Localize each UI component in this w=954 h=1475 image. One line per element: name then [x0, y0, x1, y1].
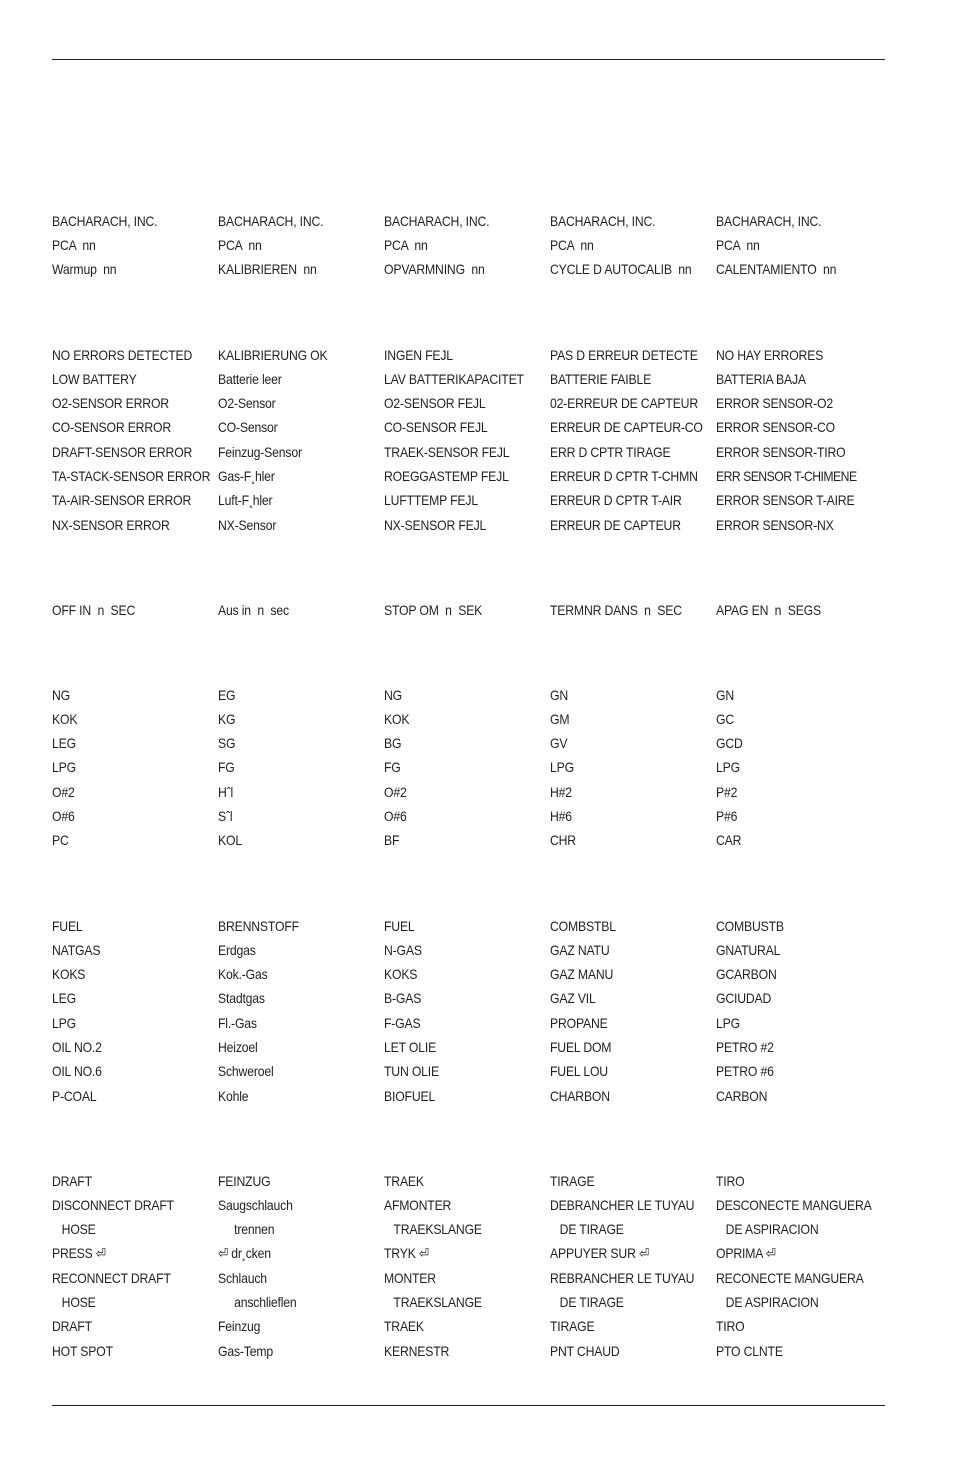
bottom-rule [52, 1405, 885, 1406]
cell-english: KOKS [52, 967, 86, 983]
cell-spanish: TIRO [716, 1173, 745, 1189]
cell-french: LPG [550, 760, 574, 776]
table-row [52, 258, 902, 282]
table-row [52, 939, 902, 963]
cell-english: LPG [52, 1015, 76, 1031]
cell-french: ERR D CPTR TIRAGE [550, 444, 671, 460]
table-row [52, 1085, 902, 1109]
cell-spanish: DE ASPIRACION [716, 1294, 819, 1310]
cell-french: CHR [550, 833, 576, 849]
table-row [52, 684, 902, 708]
cell-french: TIRAGE [550, 1173, 595, 1189]
cell-danish: KOKS [384, 967, 418, 983]
cell-german: NX-Sensor [218, 517, 277, 533]
cell-spanish: BACHARACH, INC. [716, 213, 822, 229]
cell-french: GAZ MANU [550, 967, 614, 983]
cell-danish: BF [384, 833, 400, 849]
cell-english: TA-STACK-SENSOR ERROR [52, 468, 211, 484]
cell-french: GM [550, 711, 570, 727]
cell-german: ⏎ dr¸cken [218, 1246, 271, 1262]
table-row [52, 1291, 902, 1315]
table-row [52, 514, 902, 538]
cell-german: KALIBRIERUNG OK [218, 347, 328, 363]
cell-french: FUEL DOM [550, 1039, 612, 1055]
cell-german: Schlauch [218, 1270, 267, 1286]
cell-french: BACHARACH, INC. [550, 213, 656, 229]
section-errors [52, 344, 902, 538]
table-row [52, 599, 902, 623]
cell-english: HOSE [52, 1222, 96, 1238]
table-row [52, 1060, 902, 1084]
table-row [52, 210, 902, 234]
cell-french: DE TIRAGE [550, 1222, 624, 1238]
cell-danish: AFMONTER [384, 1197, 452, 1213]
cell-french: H#6 [550, 808, 572, 824]
cell-spanish: ERROR SENSOR-O2 [716, 396, 833, 412]
cell-german: Erdgas [218, 942, 256, 958]
cell-spanish: GNATURAL [716, 942, 781, 958]
cell-german: Saugschlauch [218, 1197, 293, 1213]
cell-danish: TRAEK [384, 1173, 424, 1189]
cell-danish: LUFTTEMP FEJL [384, 493, 478, 509]
cell-danish: PCA nn [384, 237, 428, 253]
table-row [52, 805, 902, 829]
cell-spanish: ERR SENSOR T-CHIMENE [716, 468, 857, 484]
cell-spanish: OPRIMA ⏎ [716, 1246, 776, 1262]
table-row [52, 987, 902, 1011]
top-rule [52, 59, 885, 60]
cell-danish: LAV BATTERIKAPACITET [384, 371, 524, 387]
cell-german: CO-Sensor [218, 420, 278, 436]
cell-danish: F-GAS [384, 1015, 421, 1031]
cell-spanish: ERROR SENSOR T-AIRE [716, 493, 855, 509]
cell-spanish: GCD [716, 736, 743, 752]
cell-german: PCA nn [218, 237, 262, 253]
cell-danish: KERNESTR [384, 1343, 450, 1359]
cell-danish: KOK [384, 711, 410, 727]
cell-danish: FG [384, 760, 401, 776]
section-fuel-abbrev [52, 684, 902, 854]
cell-german: BACHARACH, INC. [218, 213, 324, 229]
cell-english: KOK [52, 711, 78, 727]
cell-spanish: GN [716, 687, 734, 703]
cell-french: PAS D ERREUR DETECTE [550, 347, 698, 363]
cell-danish: FUEL [384, 918, 415, 934]
cell-spanish: ERROR SENSOR-NX [716, 517, 834, 533]
cell-danish: BG [384, 736, 402, 752]
cell-danish: MONTER [384, 1270, 436, 1286]
table-row [52, 963, 902, 987]
cell-danish: CO-SENSOR FEJL [384, 420, 488, 436]
cell-spanish: LPG [716, 760, 740, 776]
cell-french: GAZ VIL [550, 991, 596, 1007]
cell-danish: TUN OLIE [384, 1064, 439, 1080]
cell-german: Kohle [218, 1088, 249, 1104]
cell-german: Luft-F¸hler [218, 493, 273, 509]
cell-french: ERREUR D CPTR T-AIR [550, 493, 682, 509]
cell-french: APPUYER SUR ⏎ [550, 1246, 650, 1262]
cell-english: DISCONNECT DRAFT [52, 1197, 174, 1213]
cell-german: KALIBRIEREN nn [218, 262, 317, 278]
cell-spanish: P#2 [716, 784, 738, 800]
cell-english: OIL NO.6 [52, 1064, 102, 1080]
cell-danish: INGEN FEJL [384, 347, 453, 363]
cell-german: Stadtgas [218, 991, 265, 1007]
cell-spanish: GCIUDAD [716, 991, 772, 1007]
cell-german: BRENNSTOFF [218, 918, 299, 934]
cell-german: KG [218, 711, 236, 727]
table-row [52, 392, 902, 416]
cell-german: O2-Sensor [218, 396, 276, 412]
cell-english: NATGAS [52, 942, 101, 958]
table-row [52, 781, 902, 805]
cell-english: OIL NO.2 [52, 1039, 102, 1055]
table-row [52, 489, 902, 513]
cell-spanish: TIRO [716, 1319, 745, 1335]
cell-french: FUEL LOU [550, 1064, 608, 1080]
cell-spanish: PETRO #6 [716, 1064, 774, 1080]
cell-german: SG [218, 736, 236, 752]
cell-english: DRAFT-SENSOR ERROR [52, 444, 193, 460]
cell-german: FG [218, 760, 235, 776]
cell-english: HOT SPOT [52, 1343, 113, 1359]
cell-spanish: PTO CLNTE [716, 1343, 783, 1359]
cell-spanish: GCARBON [716, 967, 777, 983]
cell-spanish: APAG EN n SEGS [716, 602, 822, 618]
cell-english: NX-SENSOR ERROR [52, 517, 170, 533]
table-row [52, 416, 902, 440]
cell-german: Feinzug [218, 1319, 261, 1335]
cell-german: trennen [218, 1222, 275, 1238]
cell-french: PROPANE [550, 1015, 608, 1031]
cell-english: LEG [52, 736, 76, 752]
section-draft [52, 1170, 902, 1364]
table-row [52, 344, 902, 368]
table-row [52, 708, 902, 732]
cell-german: Batterie leer [218, 371, 282, 387]
cell-french: 02-ERREUR DE CAPTEUR [550, 396, 699, 412]
table-row [52, 1267, 902, 1291]
cell-english: HOSE [52, 1294, 96, 1310]
table-row [52, 1340, 902, 1364]
cell-german: FEINZUG [218, 1173, 271, 1189]
table-row [52, 756, 902, 780]
cell-english: PRESS ⏎ [52, 1246, 106, 1262]
cell-english: PCA nn [52, 237, 96, 253]
cell-german: EG [218, 687, 236, 703]
cell-danish: TRYK ⏎ [384, 1246, 429, 1262]
cell-english: BACHARACH, INC. [52, 213, 158, 229]
table-row [52, 368, 902, 392]
cell-danish: TRAEKSLANGE [384, 1222, 482, 1238]
cell-german: Sˆl [218, 808, 233, 824]
cell-french: TERMNR DANS n SEC [550, 602, 682, 618]
cell-danish: TRAEK-SENSOR FEJL [384, 444, 510, 460]
cell-english: DRAFT [52, 1319, 92, 1335]
cell-danish: N-GAS [384, 942, 422, 958]
cell-english: RECONNECT DRAFT [52, 1270, 171, 1286]
cell-german: Gas-Temp [218, 1343, 273, 1359]
table-row [52, 1242, 902, 1266]
cell-french: ERREUR DE CAPTEUR [550, 517, 681, 533]
cell-french: CYCLE D AUTOCALIB nn [550, 262, 692, 278]
cell-english: O#2 [52, 784, 75, 800]
cell-danish: ROEGGASTEMP FEJL [384, 468, 509, 484]
cell-danish: BIOFUEL [384, 1088, 436, 1104]
cell-french: PCA nn [550, 237, 594, 253]
table-row [52, 1012, 902, 1036]
cell-french: TIRAGE [550, 1319, 595, 1335]
cell-english: PC [52, 833, 69, 849]
table-row [52, 1194, 902, 1218]
cell-english: Warmup nn [52, 262, 117, 278]
cell-spanish: DESCONECTE MANGUERA [716, 1197, 872, 1213]
cell-danish: O2-SENSOR FEJL [384, 396, 486, 412]
cell-english: TA-AIR-SENSOR ERROR [52, 493, 192, 509]
cell-spanish: ERROR SENSOR-TIRO [716, 444, 846, 460]
table-row [52, 465, 902, 489]
cell-english: O#6 [52, 808, 75, 824]
cell-german: KOL [218, 833, 242, 849]
cell-spanish: P#6 [716, 808, 738, 824]
cell-spanish: GC [716, 711, 734, 727]
cell-spanish: DE ASPIRACION [716, 1222, 819, 1238]
cell-spanish: ERROR SENSOR-CO [716, 420, 835, 436]
cell-english: CO-SENSOR ERROR [52, 420, 171, 436]
cell-french: GV [550, 736, 568, 752]
cell-french: PNT CHAUD [550, 1343, 620, 1359]
cell-french: DE TIRAGE [550, 1294, 624, 1310]
cell-german: Schweroel [218, 1064, 274, 1080]
cell-english: FUEL [52, 918, 83, 934]
cell-french: REBRANCHER LE TUYAU [550, 1270, 695, 1286]
cell-french: GAZ NATU [550, 942, 610, 958]
cell-french: ERREUR DE CAPTEUR-CO [550, 420, 703, 436]
cell-french: CHARBON [550, 1088, 610, 1104]
cell-french: COMBSTBL [550, 918, 616, 934]
cell-spanish: CALENTAMIENTO nn [716, 262, 837, 278]
cell-german: Hˆl [218, 784, 234, 800]
cell-spanish: COMBUSTB [716, 918, 784, 934]
table-row [52, 1315, 902, 1339]
cell-danish: NG [384, 687, 402, 703]
cell-spanish: NO HAY ERRORES [716, 347, 824, 363]
cell-danish: LET OLIE [384, 1039, 437, 1055]
cell-spanish: PCA nn [716, 237, 760, 253]
cell-spanish: BATTERIA BAJA [716, 371, 806, 387]
cell-french: GN [550, 687, 568, 703]
cell-french: DEBRANCHER LE TUYAU [550, 1197, 695, 1213]
table-row [52, 1218, 902, 1242]
cell-spanish: PETRO #2 [716, 1039, 774, 1055]
cell-spanish: CARBON [716, 1088, 768, 1104]
cell-english: DRAFT [52, 1173, 92, 1189]
cell-english: NO ERRORS DETECTED [52, 347, 193, 363]
cell-danish: OPVARMNING nn [384, 262, 485, 278]
cell-danish: NX-SENSOR FEJL [384, 517, 487, 533]
section-startup [52, 210, 902, 283]
cell-english: LOW BATTERY [52, 371, 137, 387]
cell-french: ERREUR D CPTR T-CHMN [550, 468, 698, 484]
table-row [52, 441, 902, 465]
cell-english: OFF IN n SEC [52, 602, 136, 618]
table-row [52, 234, 902, 258]
cell-german: Heizoel [218, 1039, 258, 1055]
cell-english: LPG [52, 760, 76, 776]
cell-danish: TRAEKSLANGE [384, 1294, 482, 1310]
cell-german: Gas-F¸hler [218, 468, 275, 484]
cell-english: P-COAL [52, 1088, 97, 1104]
table-row [52, 829, 902, 853]
section-shutdown [52, 599, 902, 623]
cell-spanish: LPG [716, 1015, 740, 1031]
cell-danish: O#2 [384, 784, 407, 800]
section-fuel-names [52, 915, 902, 1109]
table-row [52, 732, 902, 756]
cell-german: Fl.-Gas [218, 1015, 257, 1031]
cell-french: BATTERIE FAIBLE [550, 371, 652, 387]
cell-french: H#2 [550, 784, 572, 800]
table-row [52, 915, 902, 939]
cell-german: Kok.-Gas [218, 967, 268, 983]
cell-english: O2-SENSOR ERROR [52, 396, 169, 412]
table-row [52, 1170, 902, 1194]
cell-danish: O#6 [384, 808, 407, 824]
cell-english: NG [52, 687, 70, 703]
cell-spanish: CAR [716, 833, 742, 849]
cell-english: LEG [52, 991, 76, 1007]
cell-danish: BACHARACH, INC. [384, 213, 490, 229]
cell-danish: STOP OM n SEK [384, 602, 483, 618]
cell-german: Feinzug-Sensor [218, 444, 302, 460]
cell-german: Aus in n sec [218, 602, 289, 618]
cell-danish: TRAEK [384, 1319, 424, 1335]
cell-german: anschlieflen [218, 1294, 297, 1310]
table-row [52, 1036, 902, 1060]
cell-spanish: RECONECTE MANGUERA [716, 1270, 864, 1286]
cell-danish: B-GAS [384, 991, 422, 1007]
